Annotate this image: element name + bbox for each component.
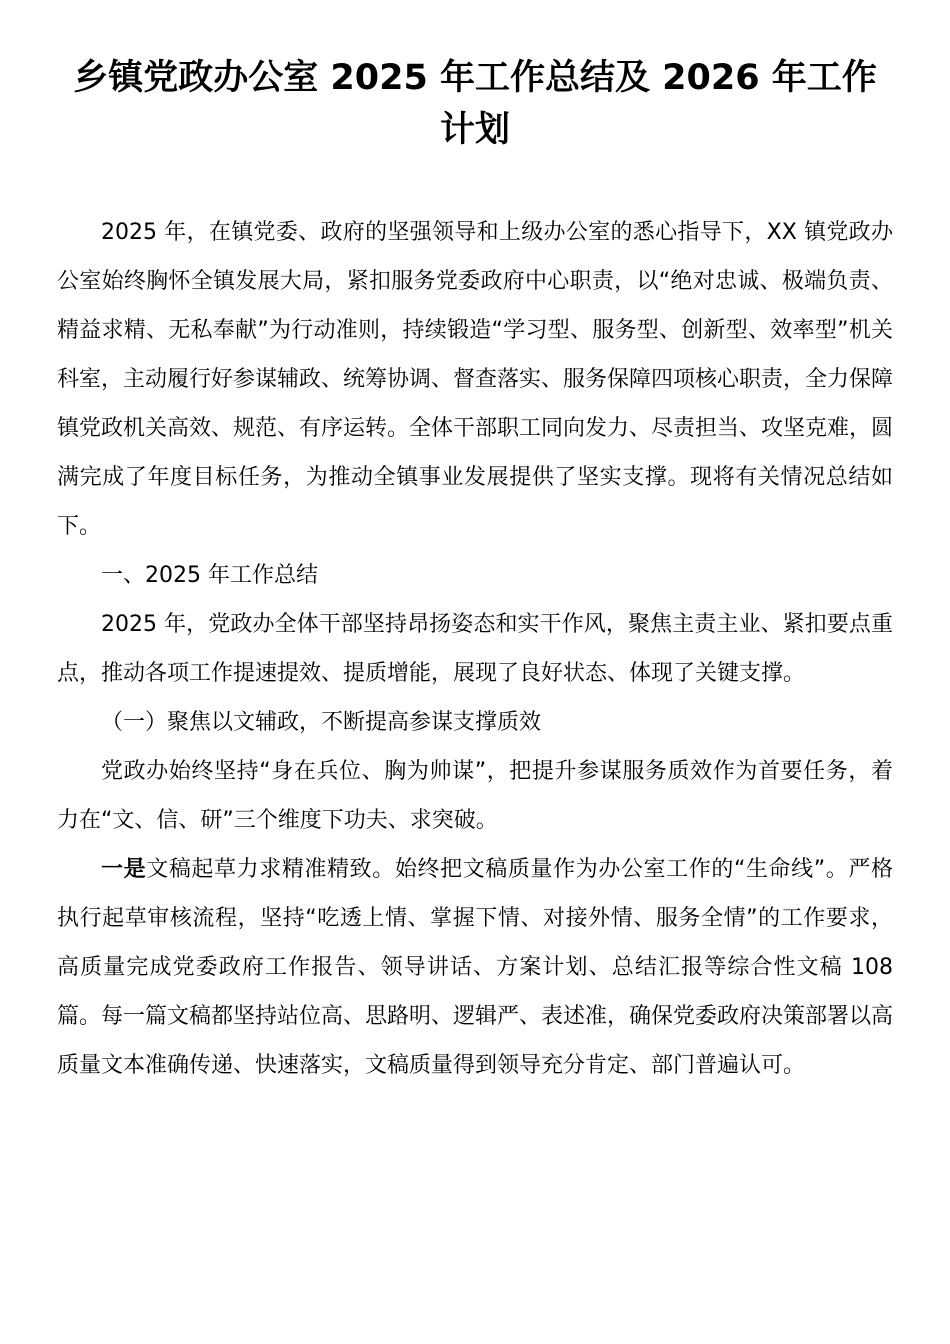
item-one-lead-label: 一是 <box>101 857 147 882</box>
paragraph-intro: 2025 年，在镇党委、政府的坚强领导和上级办公室的悉心指导下，XX 镇党政办公室始终胸怀全镇发展大局，紧扣服务党委政府中心职责，以“绝对忠诚、极端负责、精益求精、无私奉献”为行动准则，持续锻造“学习型、服务型、创新型、效率型”机关科室，主动履行好参谋辅政、统筹协调、督查落实、服务保障四项核心职责，全力保障镇党政机关高效、规范、有序运转。全体干部职工同向发力、尽责担当、攻坚克难，圆满完成了年度目标任务，为推动全镇事业发展提供了坚实支撑。现将有关情况总结如下。 <box>57 220 894 539</box>
paragraph-item-one <box>57 845 893 1090</box>
document-title: 乡镇党政办公室 2025 年工作总结及 2026 年工作计划 <box>73 58 877 150</box>
paragraph-canmou: 党政办始终坚持“身在兵位、胸为帅谋”，把提升参谋服务质效作为首要任务，着力在“文、信、研”三个维度下功夫、求突破。 <box>57 759 893 833</box>
subsection-heading-wen-fu-zheng: （一）聚焦以文辅政，不断提高参谋支撑质效 <box>101 710 542 735</box>
item-one-body-text: 文稿起草力求精准精致。始终把文稿质量作为办公室工作的“生命线”。严格执行起草审核流程，坚持“吃透上情、掌握下情、对接外情、服务全情”的工作要求，高质量完成党委政府工作报告、领导讲话、方案计划、总结汇报等综合性文稿 108 篇。每一篇文稿都坚持站位高、思路明、逻辑严、表述准，确保党委政府决策部署以高质量文本准确传递、快速落实，文稿质量得到领导充分肯定、部门普遍认可。 <box>57 857 894 1078</box>
paragraph-summary-overview: 2025 年，党政办全体干部坚持昂扬姿态和实干作风，聚焦主责主业、紧扣要点重点，推动各项工作提速提效、提质增能，展现了良好状态、体现了关键支撑。 <box>57 612 893 686</box>
section-heading-2025-work-summary: 一、2025 年工作总结 <box>101 563 318 588</box>
